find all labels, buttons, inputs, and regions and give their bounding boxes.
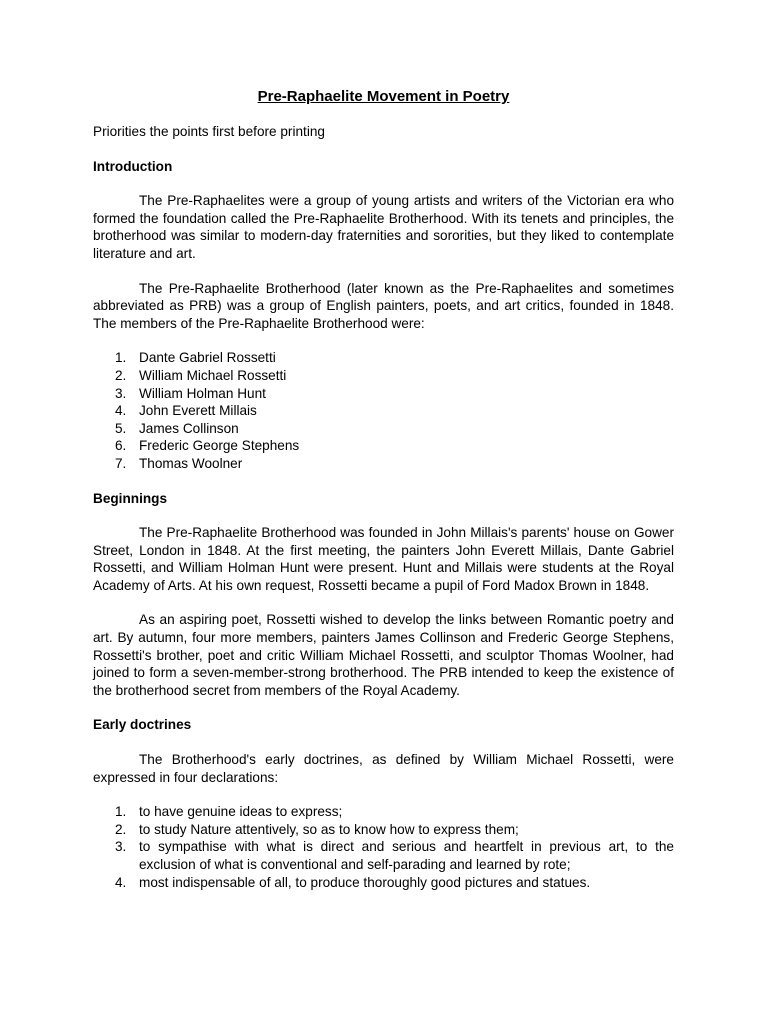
list-item — [93, 367, 674, 385]
list-item-text: to have genuine ideas to express; — [139, 804, 343, 820]
beginnings-paragraph-1: The Pre-Raphaelite Brotherhood was founded in John Millais's parents' house on Gower Street, London in 1848. At the first meeting, the painters John Everett Millais, Dante Gabriel Rossetti, and William Holman Hunt were present. Hunt and Millais were students at the Royal Academy of Arts. At his own request, Rossetti became a pupil of Ford Madox Brown in 1848. — [93, 525, 674, 593]
list-item-text: Frederic George Stephens — [139, 438, 300, 454]
doctrines-paragraph-1: The Brotherhood's early doctrines, as defined by William Michael Rossetti, were expressed in four declarations: — [93, 752, 674, 785]
list-item-text: James Collinson — [139, 420, 239, 436]
list-item — [93, 437, 674, 455]
list-item-text: William Holman Hunt — [139, 385, 266, 401]
list-item — [93, 803, 674, 821]
doctrines-list — [93, 803, 674, 891]
printing-note: Priorities the points first before printing — [93, 124, 325, 139]
document-page — [93, 87, 674, 908]
list-item-text: to sympathise with what is direct and serious and heartfelt in previous art, to the exclusion of what is conventional and self-parading and learned by rote; — [139, 839, 674, 872]
list-number: 7. — [115, 455, 127, 471]
list-number: 1. — [115, 804, 127, 820]
list-number: 2. — [115, 367, 127, 383]
section-heading-beginnings: Beginnings — [93, 490, 168, 506]
list-item — [93, 874, 674, 892]
list-item-text: Thomas Woolner — [139, 455, 243, 471]
list-item-text: to study Nature attentively, so as to know how to express them; — [139, 821, 519, 837]
list-number: 4. — [115, 403, 127, 419]
list-item — [93, 402, 674, 420]
introduction-paragraph-2: The Pre-Raphaelite Brotherhood (later known as the Pre-Raphaelites and sometimes abbreviated as PRB) was a group of English painters, poets, and art critics, founded in 1848. The members of the Pre-Raphaelite Brotherhood were: — [93, 280, 674, 331]
list-item-text: Dante Gabriel Rossetti — [139, 350, 276, 366]
list-number: 4. — [115, 874, 127, 890]
list-item-text: most indispensable of all, to produce thoroughly good pictures and statues. — [139, 874, 591, 890]
list-item — [93, 420, 674, 438]
list-number: 6. — [115, 438, 127, 454]
list-number: 3. — [115, 839, 127, 855]
list-item-text: William Michael Rossetti — [139, 367, 287, 383]
section-heading-introduction: Introduction — [93, 158, 173, 174]
list-item-text: John Everett Millais — [139, 403, 257, 419]
list-number: 5. — [115, 420, 127, 436]
list-item — [93, 838, 674, 873]
list-number: 1. — [115, 350, 127, 366]
document-title: Pre-Raphaelite Movement in Poetry — [257, 88, 510, 105]
beginnings-paragraph-2: As an aspiring poet, Rossetti wished to develop the links between Romantic poetry and art. By autumn, four more members, painters James Collinson and Frederic George Stephens, Rossetti's brother, poet and critic William Michael Rossetti, and sculptor Thomas Woolner, had joined to form a seven-member-strong brotherhood. The PRB intended to keep the existence of the brotherhood secret from members of the Royal Academy. — [93, 612, 674, 698]
introduction-paragraph-1: The Pre-Raphaelites were a group of young artists and writers of the Victorian era who formed the foundation called the Pre-Raphaelite Brotherhood. With its tenets and principles, the brotherhood was similar to modern-day fraternities and sororities, but they liked to contemplate literature and art. — [93, 193, 674, 261]
members-list — [93, 349, 674, 472]
section-heading-early-doctrines: Early doctrines — [93, 717, 192, 733]
list-item — [93, 385, 674, 403]
list-item — [93, 349, 674, 367]
list-number: 2. — [115, 821, 127, 837]
list-item — [93, 821, 674, 839]
list-number: 3. — [115, 385, 127, 401]
list-item — [93, 455, 674, 473]
